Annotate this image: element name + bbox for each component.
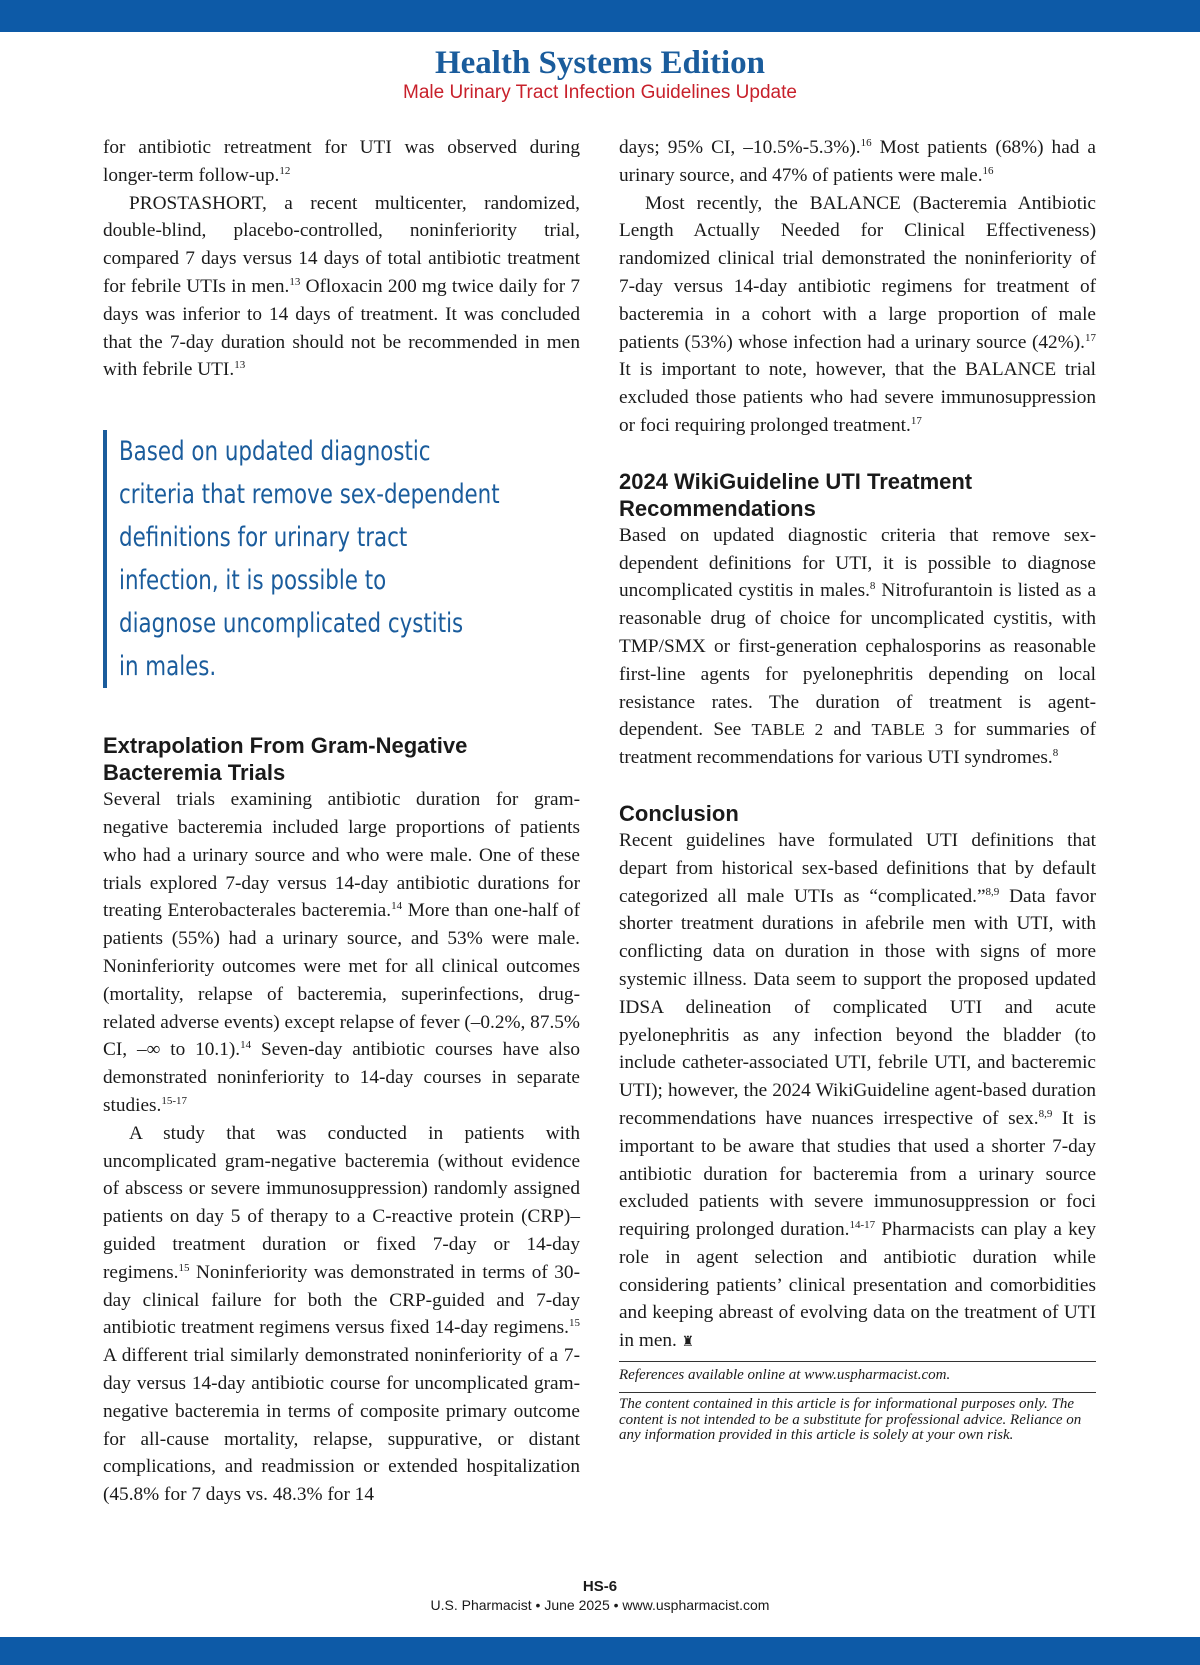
paragraph: Based on updated diagnostic criteria that remove sex-dependent definitions for UTI, it is possible to diagnose uncomplicated cystitis in males.$^8$ Nitrofurantoin is listed as a reasonable drug of choice for uncomplicated cystitis, with TMP/SMX or first-generation cephalosporins as reasonable first-line agents for pyelonephritis depending on local resistance rates. The duration of treatment is agent-dependent. See TABLE 2 and TABLE 3 for summaries of treatment recommendations for various UTI syndromes.$^8$ (619, 524, 1096, 769)
page-number: HS-6 (582, 1578, 618, 1595)
right-column (619, 134, 1096, 1444)
table-3-link[interactable]: TABLE 3 (871, 720, 944, 740)
references-note: References available online at www.uspharmacist.com. (619, 1361, 1096, 1384)
paragraph: A study that was conducted in patients with uncomplicated gram-negative bacteremia (without evidence of abscess or severe immunosuppression) randomly assigned patients on day 5 of therapy to a C-reactive protein (CRP)–guided treatment duration or fixed 7-day or 14-day regimens.$^{15}$ Noninferiority was demonstrated in terms of 30-day clinical failure for both the CRP-guided and 7-day antibiotic treatment regimens versus fixed 14-day regimens.$^{15}$ A different trial similarly demonstrated noninferiority of a 7-day versus 14-day antibiotic course for uncomplicated gram-negative bacteremia in terms of composite primary outcome for all-cause mortality, relapse, suppurative, or distant complications, and readmission or extended hospitalization (45.8% for 7 days vs. 48.3% for 14 (103, 1122, 580, 1506)
paragraph: Most recently, the BALANCE (Bacteremia Antibiotic Length Actually Needed for Clinical Effectiveness) randomized clinical trial demonstrated the noninferiority of 7-day versus 14-day antibiotic regimens for treatment of bacteremia in a cohort with a large proportion of male patients (53%) whose infection had a urinary source (42%).$^{17}$ It is important to note, however, that the BALANCE trial excluded those patients who had severe immunosuppression or foci requiring prolonged treatment.$^{17}$ (619, 192, 1096, 436)
paragraph: days; 95% CI, –10.5%-5.3%).$^{16}$ Most patients (68%) had a urinary source, and 47% of patients were male.$^{16}$ (619, 137, 1096, 186)
left-column (103, 134, 580, 1509)
section-heading: Conclusion (619, 800, 739, 826)
masthead (0, 44, 1200, 104)
top-band (0, 0, 1200, 32)
disclaimer: The content contained in this article is for informational purposes only. The content is not intended to be a substitute for professional advice. Reliance on any information provided in this article is solely at your own risk. (619, 1392, 1096, 1444)
section-heading: Extrapolation From Gram-Negative Bacteremia Trials (103, 733, 468, 786)
paragraph: for antibiotic retreatment for UTI was observed during longer-term follow-up.$^{12}$ (103, 137, 580, 186)
paragraph: PROSTASHORT, a recent multicenter, randomized, double-blind, placebo-controlled, noninferiority trial, compared 7 days versus 14 days of total antibiotic treatment for febrile UTIs in men.$^{13}$ Ofloxacin 200 mg twice daily for 7 days was inferior to 14 days of treatment. It was concluded that the 7-day duration should not be recommended in men with febrile UTI.$^{13}$ (103, 192, 580, 381)
pull-quote: Based on updated diagnostic criteria that remove sex-dependent definitions for urinary tract infection, it is possible to diagnose uncomplicated cystitis in males. (103, 430, 580, 688)
section-heading: 2024 WikiGuideline UTI Treatment Recommendations (619, 468, 973, 521)
page-footer (0, 1578, 1200, 1614)
table-2-link[interactable]: TABLE 2 (751, 720, 824, 740)
edition-title: Health Systems Edition (434, 45, 766, 81)
article-subtitle: Male Urinary Tract Infection Guidelines Update (403, 82, 797, 103)
end-mark-icon: ♜ (681, 1335, 695, 1351)
publication-citation: U.S. Pharmacist • June 2025 • www.uspharmacist.com (430, 1597, 770, 1613)
bottom-band (0, 1637, 1200, 1665)
paragraph: Recent guidelines have formulated UTI definitions that depart from historical sex-based definitions that by default categorized all male UTIs as “complicated.”$^{8,9}$ Data favor shorter treatment durations in afebrile men with UTI, with conflicting data on duration in those with signs of more systemic illness. Data seem to support the proposed updated IDSA delineation of complicated UTI and acute pyelonephritis as any infection beyond the bladder (to include catheter-associated UTI, febrile UTI, and bacteremic UTI); however, the 2024 WikiGuideline agent-based duration recommendations have nuances irrespective of sex.$^{8,9}$ It is important to be aware that studies that used a shorter 7-day antibiotic duration for bacteremia from a urinary source excluded patients with severe immunosuppression or foci requiring prolonged duration.$^{14-17}$ Pharmacists can play a key role in agent selection and antibiotic duration while considering patients’ clinical presentation and comorbidities and keeping abreast of evolving data on the treatment of UTI in men. ♜ (619, 827, 1096, 1357)
paragraph: Several trials examining antibiotic duration for gram-negative bacteremia included large proportions of patients who had a urinary source and who were male. One of these trials explored 7-day versus 14-day antibiotic durations for treating Enterobacterales bacteremia.$^{14}$ More than one-half of patients (55%) had a urinary source, and 53% were male. Noninferiority outcomes were met for all clinical outcomes (mortality, relapse of bacteremia, superinfections, drug-related adverse events) except relapse of fever (–0.2%, 87.5% CI, –∞ to 10.1).$^{14}$ Seven-day antibiotic courses have also demonstrated noninferiority to 14-day courses in separate studies.$^{15-17}$ (103, 789, 580, 1116)
